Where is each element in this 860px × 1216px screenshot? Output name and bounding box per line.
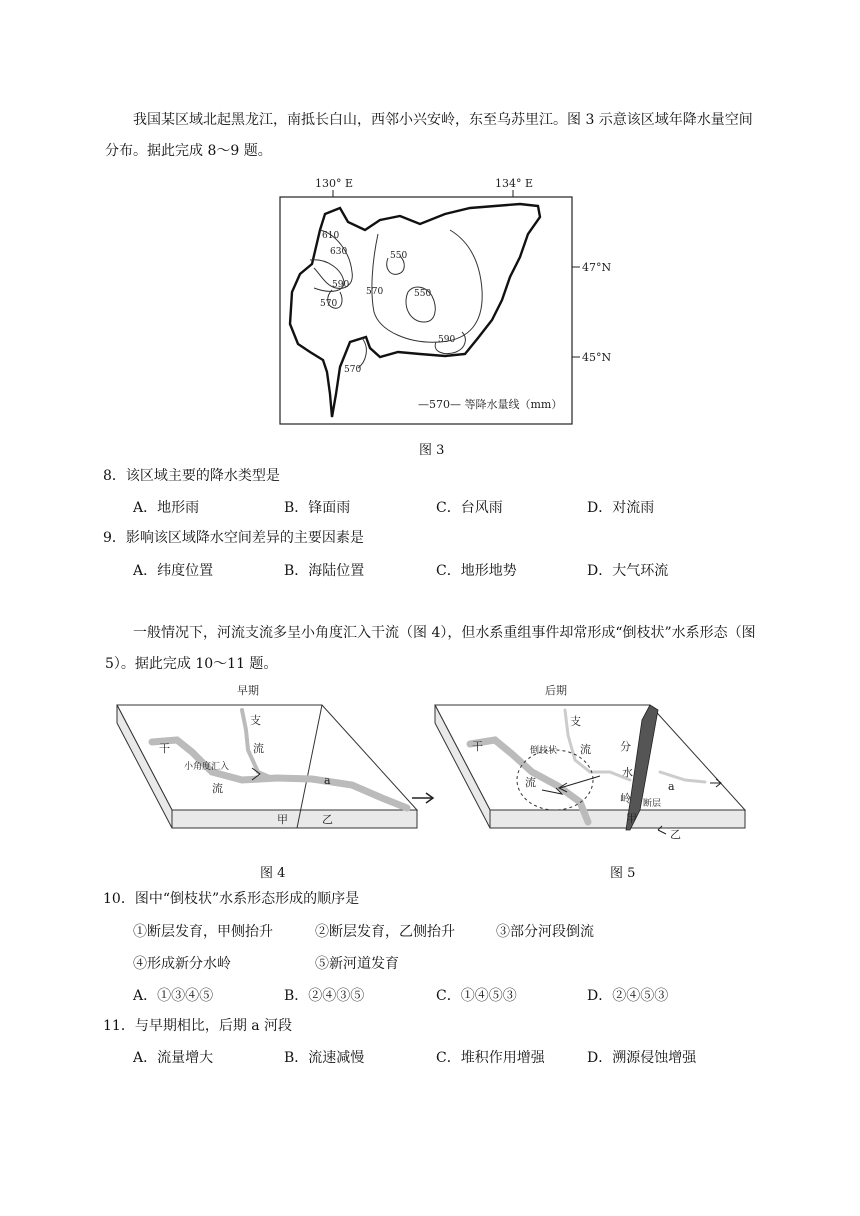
lon-label-130: 130° E: [315, 177, 354, 190]
fig5-label-a: a: [668, 780, 675, 793]
fig4-label-jia: 甲: [277, 813, 288, 826]
q10-option-a[interactable]: A．①③④⑤: [133, 988, 214, 1004]
fig4-label-small-angle: 小角度汇入: [184, 762, 230, 772]
fig5-label-fault: 断层: [643, 799, 662, 809]
fig5-label-fen: 分: [620, 740, 631, 753]
fig5-label-inverted-branch: 倒枝状: [530, 746, 558, 756]
q11-option-c[interactable]: C．堆积作用增强: [436, 1050, 545, 1066]
question-10-stem: 10．图中“倒枝状”水系形态形成的顺序是: [103, 891, 360, 907]
q10-option-c[interactable]: C．①④⑤③: [436, 988, 517, 1004]
figure-3-caption: 图 3: [419, 443, 445, 458]
q10-item-3: ③部分河段倒流: [496, 924, 594, 940]
q11-option-d[interactable]: D．溯源侵蚀增强: [587, 1050, 697, 1066]
question-8-stem: 8．该区域主要的降水类型是: [103, 468, 280, 484]
isohyet-610: 610: [322, 231, 340, 241]
isohyet-590-east: 590: [438, 335, 456, 345]
q9-option-a[interactable]: A．纬度位置: [133, 563, 214, 579]
fig4-label-zhi: 支: [250, 714, 261, 727]
q9-option-d[interactable]: D．大气环流: [587, 563, 669, 579]
figure-5-later-river: [430, 680, 752, 850]
q10-item-5: ⑤新河道发育: [315, 956, 399, 972]
q9-option-b[interactable]: B．海陆位置: [284, 563, 365, 579]
intro-paragraph-2: 一般情况下，河流支流多呈小角度汇入干流（图 4），但水系重组事件却常形成“倒枝状”水系形态（图 5）。据此完成 10～11 题。: [105, 625, 756, 672]
question-9-stem: 9．影响该区域降水空间差异的主要因素是: [103, 530, 364, 546]
fig5-title: 后期: [545, 684, 567, 697]
isohyet-630: 630: [330, 247, 348, 257]
fig5-label-yi: 乙: [670, 828, 681, 841]
fig5-label-shui: 水: [622, 766, 633, 779]
fig5-label-zhi: 支: [570, 715, 581, 728]
fig4-label-yi: 乙: [322, 813, 333, 826]
fig5-label-liu-2: 流: [525, 776, 536, 789]
fig4-label-liu-1: 流: [253, 742, 264, 755]
isohyet-570-south: 570: [344, 365, 362, 375]
figure-4-early-river: [112, 680, 424, 850]
intro-paragraph-1: 我国某区域北起黑龙江，南抵长白山，西邻小兴安岭，东至乌苏里江。图 3 示意该区域年降水量空间分布。据此完成 8～9 题。: [105, 112, 753, 159]
map-legend: —570— 等降水量线（mm）: [418, 398, 563, 411]
fig5-label-jia: 甲: [626, 812, 637, 825]
q8-option-a[interactable]: A．地形雨: [133, 500, 200, 516]
fig5-label-liu-1: 流: [580, 743, 591, 756]
fig4-label-a: a: [324, 774, 331, 787]
lat-label-47: 47°N: [582, 261, 612, 274]
q9-option-c[interactable]: C．地形地势: [436, 563, 517, 579]
q11-option-b[interactable]: B．流速减慢: [284, 1050, 365, 1066]
figure-5-caption: 图 5: [610, 866, 636, 881]
lon-label-134: 134° E: [495, 177, 534, 190]
fig4-title: 早期: [237, 684, 259, 697]
q10-option-b[interactable]: B．②④③⑤: [284, 988, 365, 1004]
isohyet-570-west: 570: [320, 299, 338, 309]
q10-item-1: ①断层发育，甲侧抬升: [133, 924, 273, 940]
figure-4-caption: 图 4: [260, 866, 286, 881]
lat-label-45: 45°N: [582, 351, 612, 364]
q10-item-4: ④形成新分水岭: [133, 956, 231, 972]
isohyet-550-center: 550: [414, 289, 432, 299]
fig5-label-ling: 岭: [620, 792, 631, 805]
q10-item-2: ②断层发育，乙侧抬升: [315, 924, 455, 940]
q8-option-b[interactable]: B．锋面雨: [284, 500, 351, 516]
fig4-label-gan: 干: [159, 742, 170, 755]
isohyet-590-west: 590: [332, 280, 350, 290]
q8-option-d[interactable]: D．对流雨: [587, 500, 655, 516]
q8-option-c[interactable]: C．台风雨: [436, 500, 503, 516]
fig5-label-gan: 干: [472, 740, 483, 753]
fig4-label-liu-2: 流: [212, 782, 223, 795]
q11-option-a[interactable]: A．流量增大: [133, 1050, 214, 1066]
q10-option-d[interactable]: D．②④⑤③: [587, 988, 669, 1004]
question-11-stem: 11．与早期相比，后期 a 河段: [103, 1018, 293, 1034]
precipitation-map: [270, 172, 620, 430]
isohyet-570-center: 570: [366, 287, 384, 297]
isohyet-550-north: 550: [390, 251, 408, 261]
